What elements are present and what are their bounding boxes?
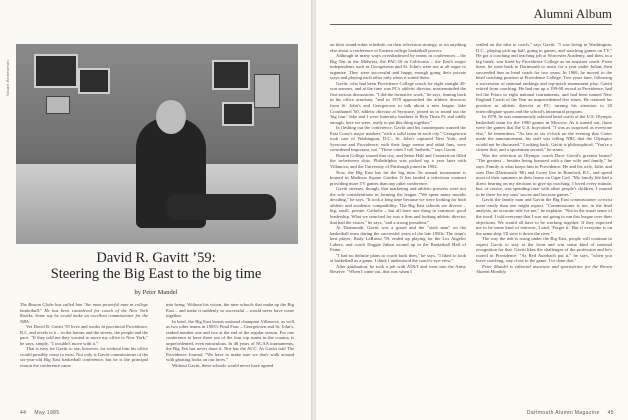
- right-page: [316, 0, 628, 420]
- right-folio: [527, 410, 614, 416]
- right-column-1: [330, 42, 466, 406]
- paragraph: After graduation, he took a job with AT&T and went into the Army Reserve. "When I came out, that was when I: [330, 263, 466, 275]
- byline: by Peter Mandel: [134, 289, 178, 296]
- paragraph: In fleshing out the conference, Gavitt and his counterparts wanted the East Coast's major markets "with a solid team in each city." Georgetown took care of Washington, D.C., St. John's captured New York, and Syracuse and Providence, with their large arenas and rabid fans, were considered important, too. "These cities I call 'hotbeds,'" says Gavitt.: [330, 125, 466, 153]
- wall-frame: [78, 68, 110, 94]
- paragraph: At Dartmouth, Gavitt was a guard and the "sixth man" on the basketball team during the successful years of the late 1950s. The team's best player, Rudy LaRusso '59, ended up playing for the Los Angeles Lakers, and coach Doggie Julian wound up in the Basketball Hall of Fame.: [330, 225, 466, 253]
- paragraph: Now, the Big East has hit the big time. Its annual tournament is housed in Madison Square Garden. It has landed a television contract providing more TV games than any other conference.: [330, 169, 466, 186]
- wall-frame: [222, 102, 254, 126]
- paragraph: "I had no definite plans to coach back then," he says. "I liked to look at basketball as a game, I think I understood the coach's-eye-view.": [330, 252, 466, 264]
- paragraph: Gavitt the family man and Gavitt the Big East commissioner co-exist more easily than one might expect. "Commissioner is not, in the final analysis, an accurate title for me," he explains. "Not in the usual sense of the word. I told everyone that I was not going to run this league over their objections. We would all have to be working together. If they expected me to be some kind of enforcer, I said, 'Forget it.' But if everyone is on the same ship, I'll steer it down the river.": [476, 197, 612, 236]
- left-column-2: [166, 302, 294, 406]
- wall-frame: [212, 60, 250, 90]
- wall-plaque: [254, 74, 280, 108]
- paragraph: Although in many ways overshadowed by teams in conferences – the Big Ten in the Midwest, the PAC-10 in California – the East's major independents such as Georgetown and St. John's were not at all eager to organize. They were successful and happy enough going their private ways and playing each other only when it suited them.: [330, 53, 466, 81]
- paragraph: Boston College soared that city, and Seton Hall and Connecticut filled the in-between slots. Philadelphia was picked up a year later with Villanova, and the University of Pittsburgh joined in 1982.: [330, 152, 466, 170]
- right-column-2: [476, 42, 612, 406]
- wall-frame: [34, 54, 78, 88]
- gavitt-photo: [16, 44, 298, 244]
- paragraph: Yet David R. Gavitt '59 lives and works in provincial Providence, R.I., and revels in it – in the homes and the streets, the people and the pace. "If they told me they wanted to move my office to New York," he says, simply, "I wouldn't move with it.": [20, 324, 148, 346]
- paragraph: That is easy for Gavitt to say, however, for without him his office would possibly cease to exist. Not only is Gavitt commissioner of the six-year-old Big East basketball conference, but he is the principal reason the conference came: [20, 346, 148, 369]
- paragraph: into being. Without his vision, the nine schools that make up the Big East – and make it suddenly so successful – would never have come together.: [166, 302, 294, 319]
- article-headline: [0, 250, 312, 282]
- section-rule: [330, 24, 612, 25]
- left-page: [0, 0, 312, 420]
- paragraph: settled on the idea to coach," says Gavitt. "I was living in Washington, D.C., playing pick-up ball, going to games, and watching games on TV." He got a coaching and teaching job at Worcester Academy, and then, in a big break, was hired by Providence College as an assistant coach. From there, he went back to Dartmouth to assist for a year under Julian, then succeeded him as head coach for two years. In 1969, he moved to the head coaching position at Providence College. Two years later, following a succession of national rankings and top-notch tournament play, Gavitt retired from coaching. He had run up a 199-68 record at Providence, had led the Friars to eight national tournaments, and had been named New England Coach of the Year an unprecedented five times. He retained his position as athletic director at PC, turning his attention to 20 intercollegiate sports and the school's intramural program.: [476, 42, 612, 114]
- photo-credit: Stuart Bratesman: [5, 60, 10, 96]
- paragraph: In 1978, he was unanimously selected head coach of the U.S. Olympic basketball team for the 1980 games in Moscow. As it turned out, those were the games that the U.S. boycotted. "I was as surprised as everyone else," he remembers. "As late as six o'clock on the evening that Carter made the announcement, his staff was telling NBC that the Olympics would not be discussed." Looking back, Gavitt is philosophical. "You're a citizen first, and a sportsman second," he states.: [476, 114, 612, 153]
- left-folio: [20, 410, 60, 416]
- person-legs: [166, 194, 276, 220]
- paragraph: The way the tide is rising under the Big East, people will continue to expect Gavitt to stay at the front and win some kind of national recognition for that. Gavitt likes the challenges of the profession and he's rooted in Providence. "As Red Auerbach put it," he says, "when you leave coaching, stay close to the game. I've done that.": [476, 236, 612, 264]
- right-page-number: 45: [607, 410, 614, 416]
- paragraph: Gavitt, who had been Providence College coach for eight straight 20-win seasons, and at the time was PC's athletic director, masterminded the first serious discussions. "I did the formative work," he says, leaning back in his office armchair, "and in 1978 approached the athletic directors from St. John's and Georgetown to talk about a new league. Jake Crouthamel '60, athletic director at Syracuse, joined us to round out the 'big four.' Jake and I were fraternity brothers at Beta Theta Pi, and oddly enough, here we were, ready to put this thing together.": [330, 80, 466, 125]
- magazine-name: Dartmouth Alumni Magazine: [526, 410, 600, 416]
- person-head: [156, 100, 186, 134]
- paragraph: Without Gavitt, these schools would never have agreed: [172, 363, 274, 369]
- headline-line-1: David R. Gavitt ’59:: [96, 250, 216, 266]
- left-column-1: [20, 302, 148, 406]
- issue-date: May 1985: [34, 410, 60, 416]
- paragraph: Was the selection as Olympic coach Dave Gavitt's greatest honor? "The greatest – besides being honored with a fine wife and family," he says. Family is what keeps him in Providence. He and his wife, Julie, and sons Dan (Dartmouth '86) and Corey live in Rumford, R.I., and spend most of their summers in their house on Cape Cod. "My family life had a direct bearing on my decision to give up coaching. I loved every minute, but, of course, was spending time with other people's children. I wanted to be there for my sons' soccer and lacrosse games.": [476, 152, 612, 197]
- section-title: Alumni Album: [533, 6, 612, 21]
- paragraph: The Boston Globe has called him "the most powerful man in college basketball." He has been considered for coach of the New York Knicks. Some say he would make an excellent commissioner for the NBA.: [20, 302, 148, 324]
- author-note: Peter Mandel is editorial associate and sportswriter for the Brown Alumni Monthly.: [476, 263, 612, 275]
- paragraph: Gavitt stresses, though, that marketing and athletic prowess were not the sole considerations in forming the league. "We spent many months deciding," he says. "It took a long time because we were looking for both athletic and academic compatibility. The Big East schools are diverse – big, small, private, Catholic – but all have one thing in common: good leadership. What we searched for was a firm and looking athletic director that had the vision," he says, "and a strong president.": [330, 186, 466, 225]
- paragraph: on their round-robin schedule, on their television strategy, or on anything else about a conference of Eastern college basketball powers.: [330, 42, 466, 53]
- headline-line-2: Steering the Big East to the big time: [50, 266, 262, 282]
- wall-plaque: [46, 96, 70, 114]
- paragraph: In brief, the Big East boasts national champion Villanova, as well as two other teams in 1985's Final Four – Georgetown and St. John's, ranked number one and two at the end of the regular season. For one conference to have three out of the four top teams in the country is unprecedented, even miraculous. In 46 years of NCAA tournaments, the Big Ten has never done it. Nor has the ACC. As Gavitt told The Providence Journal, "We have to make sure we don't walk around with gloating looks on our faces.": [166, 318, 294, 363]
- left-page-number: 44: [20, 410, 27, 416]
